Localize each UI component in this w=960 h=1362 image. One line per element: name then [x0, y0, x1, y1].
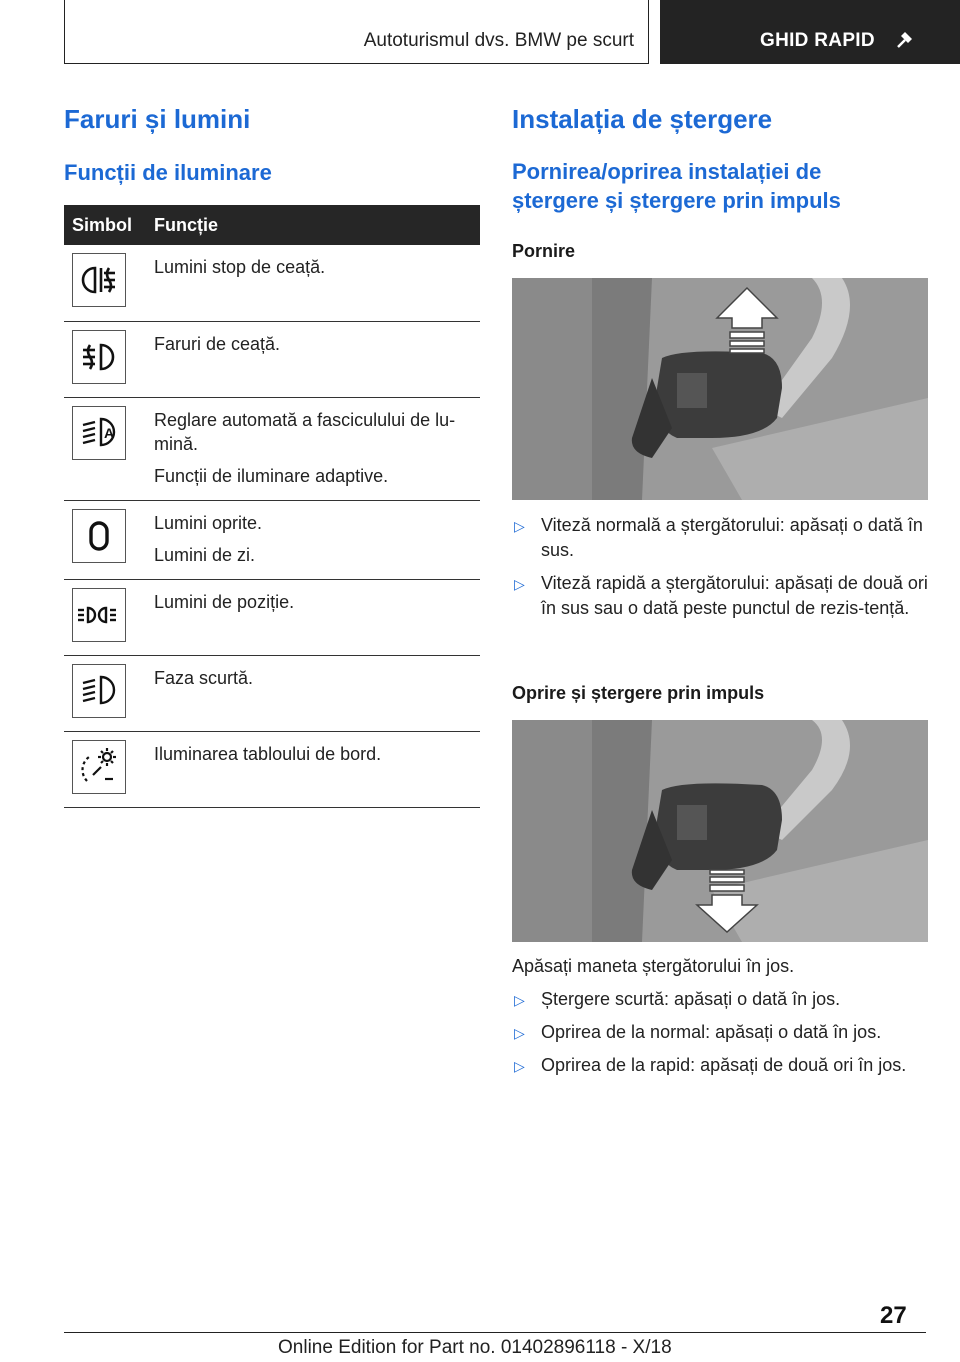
wiper-subtitle: Pornirea/oprirea instalației de ștergere și ștergere prin impuls	[512, 159, 841, 213]
table-row	[64, 397, 480, 500]
list-item: ▷ Oprirea de la rapid: apăsați de două ori în jos.	[514, 1055, 907, 1075]
list-item: ▷ Viteză rapidă a ștergătorului: apăsați de două ori în sus sau o dată peste punctul de rezis-tență.	[514, 573, 928, 618]
low-beam-icon	[75, 667, 123, 715]
rear-fog-light-icon	[75, 256, 123, 304]
pin-icon	[896, 30, 916, 50]
function-text: Lumini de zi.	[154, 544, 256, 565]
list-item: ▷ Viteză normală a ștergătorului: apăsați o dată în sus.	[514, 515, 923, 560]
function-text: Faza scurtă.	[154, 667, 254, 688]
list-item: ▷ Ștergere scurtă: apăsați o dată în jos.	[514, 989, 841, 1009]
function-text: Lumini stop de ceață.	[154, 257, 326, 277]
table-row	[64, 500, 480, 579]
table-row	[64, 655, 480, 731]
function-text: Lumini de poziție.	[154, 591, 295, 612]
list-item: ▷ Oprirea de la normal: apăsați o dată în jos.	[514, 1022, 882, 1042]
function-text: Reglare automată a fasciculului de lu-mină.	[154, 409, 456, 454]
oprire-intro: Apăsați maneta ștergătorului în jos.	[512, 956, 795, 976]
header-chapter-tab	[660, 0, 960, 64]
parking-lights-icon	[75, 591, 123, 639]
automatic-headlight-icon	[75, 409, 123, 457]
wiper-title: Instalația de ștergere	[512, 104, 773, 134]
table-row	[64, 245, 480, 321]
function-text: Faruri de ceață.	[154, 333, 281, 354]
function-text: Funcții de iluminare adaptive.	[154, 465, 389, 486]
section-title: Autoturismul dvs. BMW pe scurt	[363, 30, 634, 51]
wiper-stalk-up-photo	[512, 278, 928, 500]
table-row	[64, 579, 480, 655]
header-function: Funcție	[150, 205, 480, 245]
oprire-heading: Oprire și ștergere prin impuls	[512, 683, 765, 703]
wiper-stalk-down-photo	[512, 720, 928, 942]
lights-title: Faruri și lumini	[64, 104, 251, 134]
pornire-heading: Pornire	[512, 241, 576, 261]
footer-divider	[64, 1332, 926, 1333]
footer-edition: Online Edition for Part no. 01402896118 - X/18	[278, 1337, 672, 1358]
function-text: Lumini oprite.	[154, 512, 263, 533]
table-row	[64, 731, 480, 807]
header-symbol: Simbol	[64, 205, 150, 245]
svg-text:A: A	[104, 424, 115, 441]
lights-subtitle: Funcții de iluminare	[64, 160, 272, 185]
oprire-list	[512, 987, 928, 1086]
table-row	[64, 321, 480, 397]
header-section-tab	[64, 0, 649, 64]
front-fog-light-icon	[75, 333, 123, 381]
chapter-title: GHID RAPID	[760, 30, 875, 51]
pornire-list	[512, 513, 928, 629]
instrument-lighting-icon	[75, 743, 123, 791]
table-header-row	[64, 205, 480, 245]
lights-off-icon	[75, 512, 123, 560]
function-text: Iluminarea tabloului de bord.	[154, 743, 382, 764]
light-symbols-table	[64, 205, 480, 808]
page-number: 27	[880, 1302, 907, 1329]
